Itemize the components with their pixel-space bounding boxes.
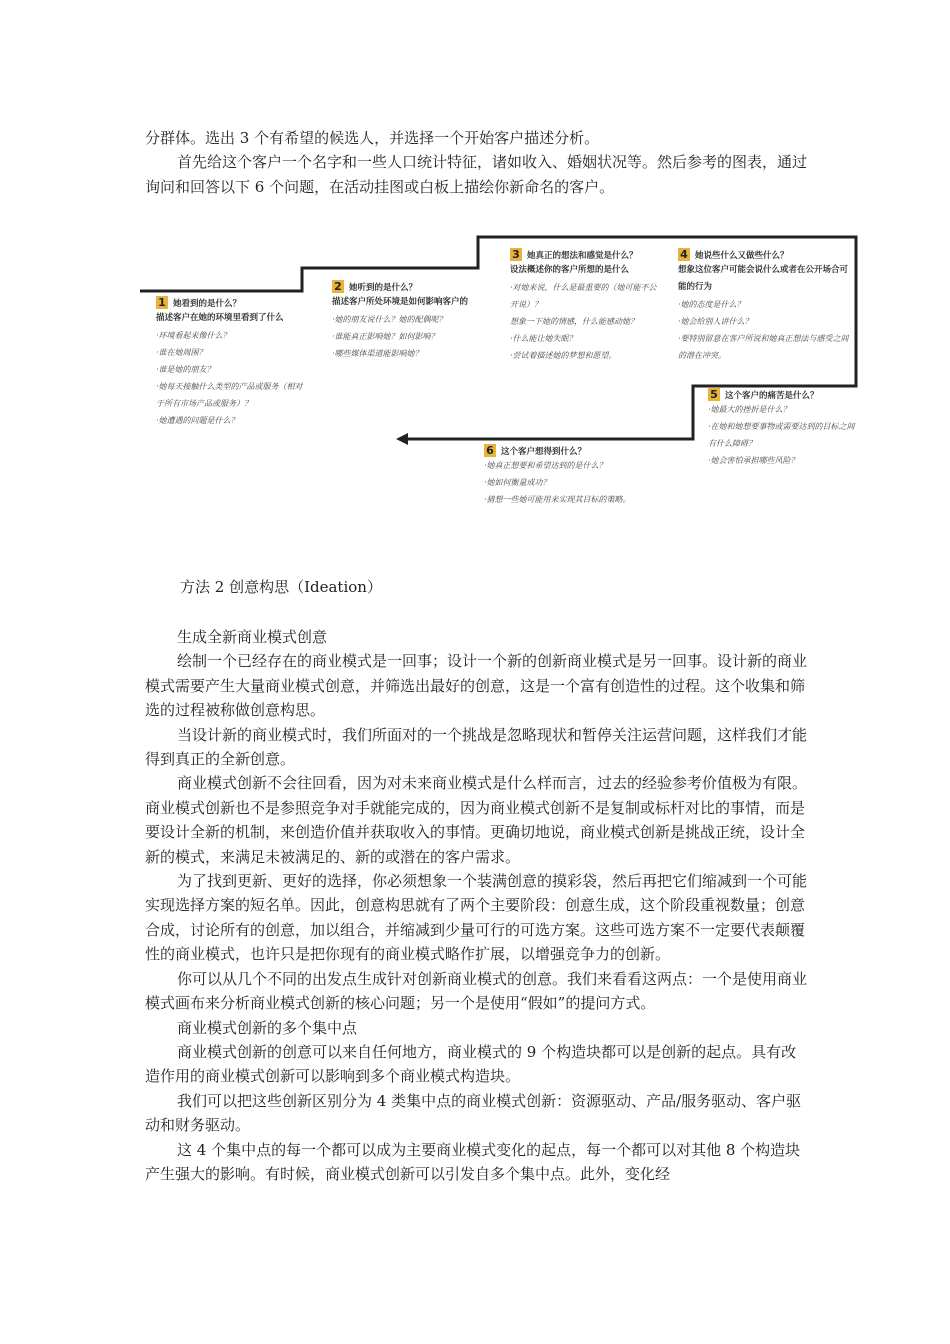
intro-text [145,126,810,199]
step-number: 2 [332,280,344,293]
step-5 [708,388,860,469]
step-number: 6 [484,444,496,457]
step-subtitle: 想象这位客户可能会说什么或者在公开场合可能的行为 [678,265,849,292]
body-paragraph: 我们可以把这些创新区别分为 4 类集中点的商业模式创新：资源驱动、产品/服务驱动、客户驱动和财务驱动。 [145,1091,802,1135]
step-2 [332,280,482,362]
step-question: ·尝试着描述她的梦想和愿望。 [510,351,617,360]
body-text [145,625,810,1186]
step-number: 1 [156,296,168,309]
step-question: ·谁能真正影响她？如何影响？ [332,332,439,341]
step-question: ·猜想一些她可能用来实现其目标的策略。 [484,495,631,504]
body-paragraph: 商业模式创新的多个集中点 [177,1018,358,1037]
body-paragraph: 你可以从几个不同的出发点生成针对创新商业模式的创意。我们来看看这两点：一个是使用商业模式画布来分析商业模式创新的核心问题；另一个是使用“假如”的提问方式。 [145,969,808,1013]
body-paragraph: 商业模式创新不会往回看，因为对未来商业模式是什么样而言，过去的经验参考价值极为有限。商业模式创新也不是参照竞争对手就能完成的，因为商业模式创新不是复制或标杆对比的事情，而是要设计全新的机制，来创造价值并获取收入的事情。更确切地说，商业模式创新是挑战正统，设计全新的模式，来满足未被满足的、新的或潜在的客户需求。 [145,774,808,866]
step-title: 她真正的想法和感觉是什么？ [527,250,638,261]
method-title: 方法 2 创意构思（Ideation） [180,578,382,596]
body-paragraph: 当设计新的商业模式时，我们所面对的一个挑战是忽略现状和暂停关注运营问题，这样我们才能得到真正的全新创意。 [145,725,808,769]
step-number: 4 [678,248,690,261]
step-question: ·谁是她的朋友？ [156,365,215,374]
step-1 [156,296,306,429]
step-title: 这个客户的痛苦是什么？ [725,390,819,401]
step-title: 她看到的是什么？ [173,298,242,309]
step-question: ·她会给别人讲什么？ [678,317,753,326]
step-question: ·谁在她周围？ [156,348,207,357]
body-paragraph: 商业模式创新的创意可以来自任何地方，商业模式的 9 个构造块都可以是创新的起点。具有改造作用的商业模式创新可以影响到多个商业模式构造块。 [145,1042,797,1086]
step-6 [484,444,644,508]
step-number: 3 [510,248,522,261]
step-question: ·她每天接触什么类型的产品或服务（相对于所有市场产品或服务）？ [156,382,303,408]
body-paragraph: 这 4 个集中点的每一个都可以成为主要商业模式变化的起点，每一个都可以对其他 8 个构造块产生强大的影响。有时候，商业模式创新可以引发自多个集中点。此外，变化经 [145,1140,801,1183]
step-subtitle: 描述客户在她的环境里看到了什么 [156,313,284,323]
step-question: ·在她和她想要事物或需要达到的目标之间有什么障碍？ [708,422,855,448]
step-question: ·她遭遇的问题是什么？ [156,416,239,425]
step-question: ·对她来说，什么是最重要的（她可能不公开说）？ [510,283,657,309]
step-question: ·要特别留意在客户所说和她真正想法与感受之间的潜在冲突。 [678,334,849,360]
step-title: 这个客户想得到什么？ [501,446,587,457]
step-4 [678,248,850,364]
step-question: ·哪些媒体渠道能影响她？ [332,349,423,358]
body-paragraph: 绘制一个已经存在的商业模式是一回事；设计一个新的创新商业模式是另一回事。设计新的商业模式需要产生大量商业模式创意，并筛选出最好的创意，这是一个富有创造性的过程。这个收集和筛选的过程被称做创意构思。 [145,652,808,720]
step-question: ·她的朋友说什么？她的配偶呢？ [332,315,447,324]
step-subtitle: 设法概述你的客户所想的是什么 [510,265,630,275]
intro-paragraph: 首先给这个客户一个名字和一些人口统计特征，诸如收入、婚姻状况等。然后参考的图表，通过询问和回答以下 6 个问题，在活动挂图或白板上描绘你新命名的客户。 [145,153,808,196]
step-question: 想象一下她的情感，什么能感动她？ [510,317,638,326]
step-question: ·她真正想要和希望达到的是什么？ [484,461,607,470]
step-number: 5 [708,388,720,401]
step-question: ·她最大的挫折是什么？ [708,405,791,414]
step-question: ·她的态度是什么？ [678,300,745,309]
arrow-head-icon [396,433,408,445]
step-3 [510,248,660,364]
step-subtitle: 描述客户所处环境是如何影响客户的 [332,297,469,307]
customer-empathy-diagram [140,232,865,542]
step-title: 她听到的是什么？ [349,282,418,293]
intro-paragraph: 分群体。选出 3 个有希望的候选人，并选择一个开始客户描述分析。 [145,129,600,147]
step-question: ·环境看起来像什么？ [156,331,231,340]
step-title: 她说些什么又做些什么？ [695,250,789,261]
step-question: ·她如何衡量成功？ [484,478,551,487]
step-question: ·她会害怕承担哪些风险？ [708,456,799,465]
body-paragraph: 为了找到更新、更好的选择，你必须想象一个装满创意的摸彩袋，然后再把它们缩减到一个可能实现选择方案的短名单。因此，创意构思就有了两个主要阶段：创意生成，这个阶段重视数量；创意合成，讨论所有的创意，加以组合，并缩减到少量可行的可选方案。这些可选方案不一定要代表颠覆性的商业模式，也许只是把你现有的商业模式略作扩展，以增强竞争力的创新。 [145,872,808,964]
step-question: ·什么能让她失眠？ [510,334,577,343]
body-paragraph: 生成全新商业模式创意 [177,628,328,646]
